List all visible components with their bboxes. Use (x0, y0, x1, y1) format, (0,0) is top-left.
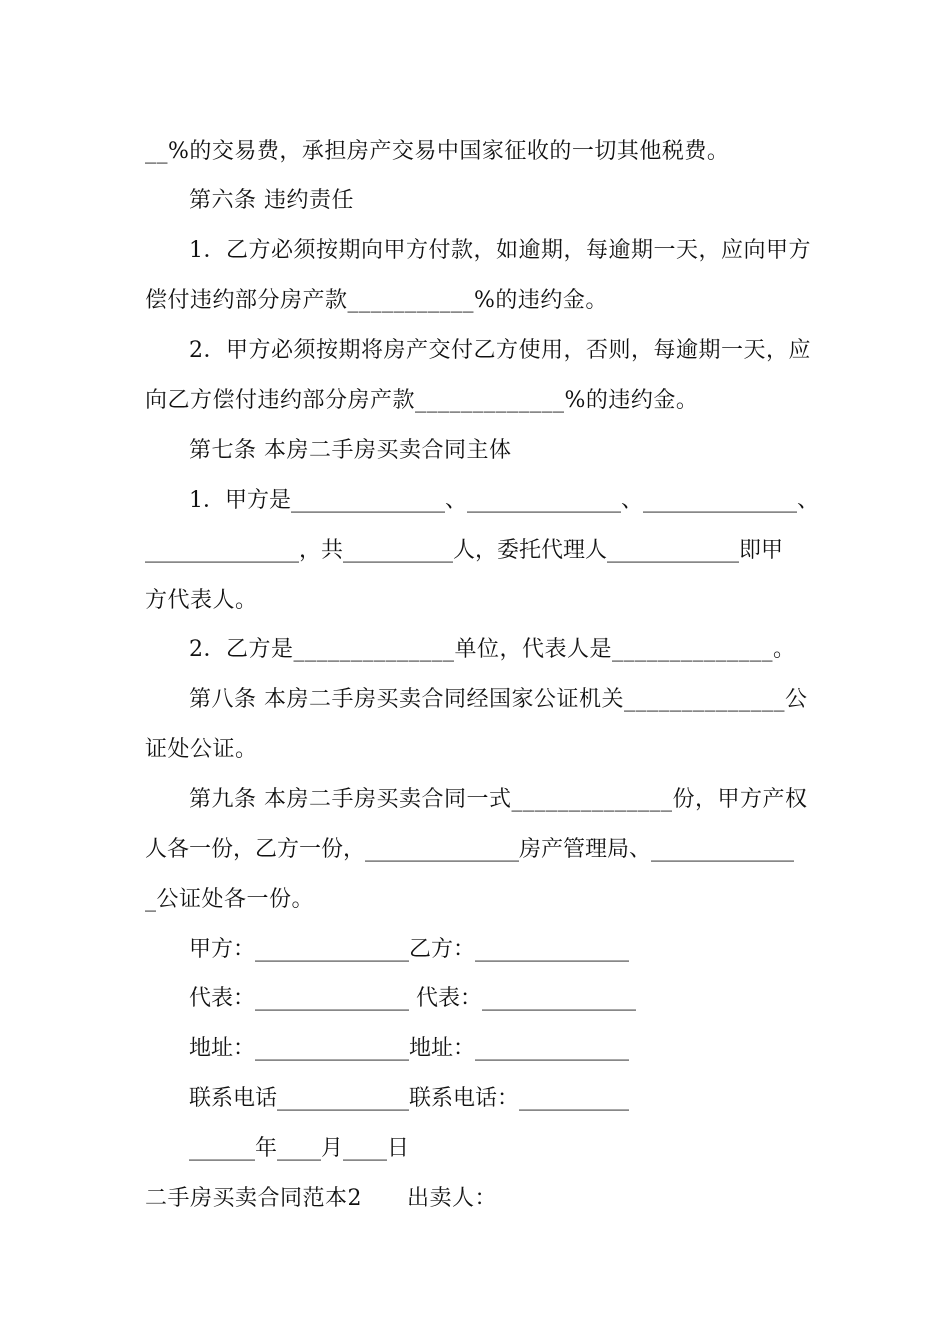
article-6-heading: 第六条 违约责任 (189, 188, 354, 213)
article-7-heading: 第七条 本房二手房买卖合同主体 (189, 438, 512, 463)
signature-date-line: ______年____月____日 (189, 1136, 410, 1161)
article-6-item-2-line-2: 向乙方偿付违约部分房产款_____________%的违约金。 (145, 388, 699, 413)
article-7-item-1-line-3: 方代表人。 (145, 588, 258, 613)
article-7-item-2: 2．乙方是______________单位，代表人是______________。 (189, 637, 796, 662)
article-6-item-1-line-1: 1．乙方必须按期向甲方付款，如逾期，每逾期一天，应向甲方 (189, 238, 811, 263)
article-9-line-1: 第九条 本房二手房买卖合同一式______________份，甲方产权 (189, 787, 808, 812)
paragraph-fee-line: __%的交易费，承担房产交易中国家征收的一切其他税费。 (145, 139, 730, 164)
signature-party-line: 甲方：______________乙方：______________ (189, 937, 630, 962)
article-8-line-2: 证处公证。 (145, 737, 258, 762)
article-7-item-1-line-1: 1．甲方是______________、______________、______________、 (189, 488, 819, 513)
contract-sample-2-title: 二手房买卖合同范本2 出卖人： (145, 1186, 497, 1211)
signature-phone-line: 联系电话____________联系电话：__________ (189, 1086, 630, 1111)
article-9-line-2: 人各一份，乙方一份，______________房产管理局、_____________ (145, 837, 795, 862)
signature-representative-line: 代表：______________ 代表：______________ (189, 986, 636, 1011)
article-8-line-1: 第八条 本房二手房买卖合同经国家公证机关______________公 (189, 687, 808, 712)
article-9-line-3: _公证处各一份。 (145, 887, 315, 912)
signature-address-line: 地址：______________地址：______________ (189, 1036, 630, 1061)
article-7-item-1-line-2: ______________，共__________人，委托代理人____________即甲 (145, 538, 784, 563)
article-6-item-1-line-2: 偿付违约部分房产款___________%的违约金。 (145, 288, 608, 313)
article-6-item-2-line-1: 2．甲方必须按期将房产交付乙方使用，否则，每逾期一天，应 (189, 338, 811, 363)
